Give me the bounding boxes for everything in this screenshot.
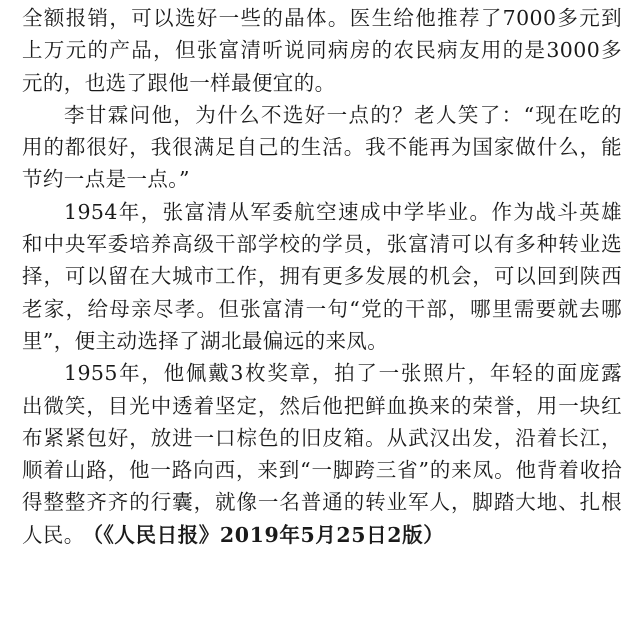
text-line: 和中央军委培养高级干部学校的学员，张富清可以有多种转业选	[22, 232, 622, 257]
text-line: 出微笑，目光中透着坚定，然后他把鲜血换来的荣誉，用一块红	[22, 393, 622, 418]
text-line	[22, 519, 622, 551]
text-line: 用的都很好，我很满足自己的生活。我不能再为国家做什么，能	[22, 135, 622, 160]
text-line: 节约一点是一点。”	[22, 167, 190, 192]
paragraph-4	[22, 357, 622, 551]
text-line: 里”，便主动选择了湖北最偏远的来凤。	[22, 328, 389, 353]
paragraph-3	[22, 196, 622, 357]
text-line: 上万元的产品，但张富清听说同病房的农民病友用的是3000多	[22, 38, 622, 63]
text-line: 得整整齐齐的行囊，就像一名普通的转业军人，脚踏大地、扎根	[22, 490, 622, 515]
text-line: 李甘霖问他，为什么不选好一点的？老人笑了：“现在吃的	[64, 102, 622, 127]
text-line: 全额报销，可以选好一些的晶体。医生给他推荐了7000多元到	[22, 6, 622, 30]
final-line-text: 人民。	[22, 522, 85, 547]
text-line: 1954年，张富清从军委航空速成中学毕业。作为战斗英雄	[64, 199, 622, 224]
article-body	[22, 2, 622, 551]
text-line: 布紧紧包好，放进一口棕色的旧皮箱。从武汉出发，沿着长江，	[22, 425, 622, 450]
paragraph-1	[22, 2, 622, 99]
text-line: 顺着山路，他一路向西，来到“一脚跨三省”的来凤。他背着收拾	[22, 458, 622, 483]
paragraph-2	[22, 99, 622, 196]
text-line: 1955年，他佩戴3枚奖章，拍了一张照片，年轻的面庞露	[64, 361, 622, 386]
text-line: 老家，给母亲尽孝。但张富清一句“党的干部，哪里需要就去哪	[22, 296, 622, 321]
source-citation: （《人民日报》2019年5月25日2版）	[92, 522, 445, 547]
text-line: 元的，也选了跟他一样最便宜的。	[22, 70, 336, 95]
text-line: 择，可以留在大城市工作，拥有更多发展的机会，可以回到陕西	[22, 264, 622, 289]
